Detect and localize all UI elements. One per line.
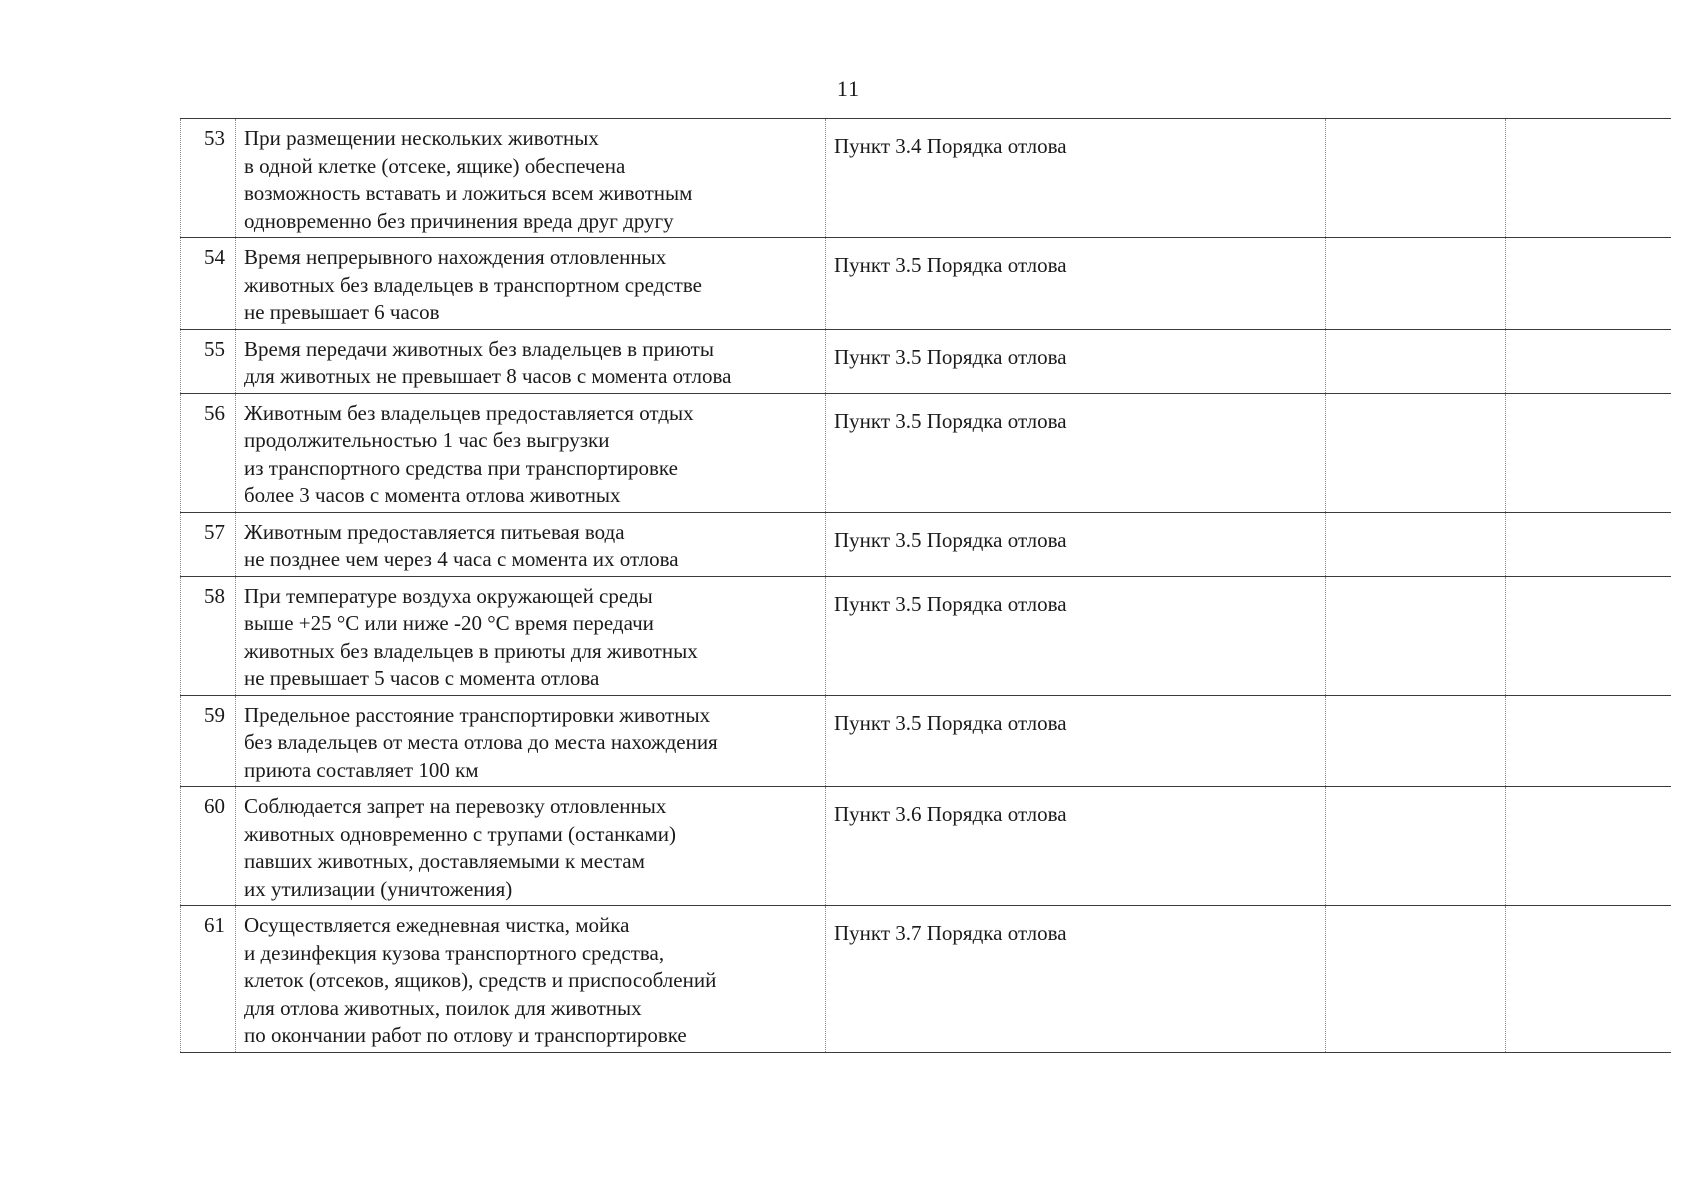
answer-cell: [1326, 787, 1506, 906]
reference-cell: Пункт 3.7 Порядка отлова: [826, 906, 1326, 1053]
requirement-text: Время передачи животных без владельцев в приюты для животных не превышает 8 часов с момента отлова: [244, 336, 732, 388]
requirement-text: Животным без владельцев предоставляется отдых продолжительностью 1 час без выгрузки из транспортного средства при транспортировке более 3 часов с момента отлова животных: [244, 400, 694, 507]
note-cell: [1506, 695, 1671, 787]
reference-cell: Пункт 3.4 Порядка отлова: [826, 119, 1326, 238]
row-number: 56: [181, 393, 236, 512]
row-number: 60: [181, 787, 236, 906]
row-number: 55: [181, 329, 236, 393]
row-number: 58: [181, 576, 236, 695]
requirement-text: При размещении нескольких животных в одной клетке (отсеке, ящике) обеспечена возможность вставать и ложиться всем животным одновременно без причинения вреда друг другу: [244, 126, 693, 233]
row-number: 57: [181, 512, 236, 576]
requirement-cell: [236, 329, 826, 393]
requirement-text: Соблюдается запрет на перевозку отловленных животных одновременно с трупами (останками) павших животных, доставляемыми к местам их утилизации (уничтожения): [244, 794, 677, 901]
table-row: [181, 238, 1671, 330]
table-row: [181, 393, 1671, 512]
reference-cell: Пункт 3.5 Порядка отлова: [826, 512, 1326, 576]
requirement-text: Животным предоставляется питьевая вода не позднее чем через 4 часа с момента их отлова: [244, 519, 679, 571]
reference-cell: Пункт 3.5 Порядка отлова: [826, 238, 1326, 330]
requirement-cell: [236, 119, 826, 238]
requirement-cell: [236, 695, 826, 787]
reference-cell: Пункт 3.5 Порядка отлова: [826, 695, 1326, 787]
table-row: [181, 576, 1671, 695]
reference-cell: Пункт 3.5 Порядка отлова: [826, 393, 1326, 512]
row-number: 59: [181, 695, 236, 787]
row-number: 54: [181, 238, 236, 330]
answer-cell: [1326, 238, 1506, 330]
note-cell: [1506, 238, 1671, 330]
requirement-text: Осуществляется ежедневная чистка, мойка и дезинфекция кузова транспортного средства, клеток (отсеков, ящиков), средств и приспособлений для отлова животных, поилок для животных по окончании работ по отлову и транспортировке: [244, 913, 717, 1047]
requirement-cell: [236, 906, 826, 1053]
note-cell: [1506, 393, 1671, 512]
requirement-cell: [236, 787, 826, 906]
note-cell: [1506, 512, 1671, 576]
table-row: [181, 906, 1671, 1053]
answer-cell: [1326, 695, 1506, 787]
reference-cell: Пункт 3.5 Порядка отлова: [826, 576, 1326, 695]
reference-cell: Пункт 3.5 Порядка отлова: [826, 329, 1326, 393]
requirement-text: При температуре воздуха окружающей среды выше +25 °С или ниже -20 °С время передачи животных без владельцев в приюты для животных не превышает 5 часов с момента отлова: [244, 583, 698, 690]
page-number: 11: [836, 76, 861, 101]
answer-cell: [1326, 119, 1506, 238]
answer-cell: [1326, 393, 1506, 512]
table-row: [181, 695, 1671, 787]
table-row: [181, 787, 1671, 906]
answer-cell: [1326, 906, 1506, 1053]
note-cell: [1506, 119, 1671, 238]
requirement-text: Время непрерывного нахождения отловленных животных без владельцев в транспортном средстве не превышает 6 часов: [244, 245, 702, 324]
requirement-cell: [236, 393, 826, 512]
requirement-cell: [236, 512, 826, 576]
row-number: 53: [181, 119, 236, 238]
note-cell: [1506, 787, 1671, 906]
reference-cell: Пункт 3.6 Порядка отлова: [826, 787, 1326, 906]
note-cell: [1506, 329, 1671, 393]
requirement-text: Предельное расстояние транспортировки животных без владельцев от места отлова до места нахождения приюта составляет 100 км: [244, 702, 718, 782]
answer-cell: [1326, 329, 1506, 393]
note-cell: [1506, 906, 1671, 1053]
checklist-table-container: [180, 118, 1670, 1053]
row-number: 61: [181, 906, 236, 1053]
requirement-cell: [236, 238, 826, 330]
note-cell: [1506, 576, 1671, 695]
answer-cell: [1326, 512, 1506, 576]
table-row: [181, 119, 1671, 238]
answer-cell: [1326, 576, 1506, 695]
table-row: [181, 512, 1671, 576]
requirement-cell: [236, 576, 826, 695]
checklist-table: [180, 118, 1671, 1053]
table-row: [181, 329, 1671, 393]
